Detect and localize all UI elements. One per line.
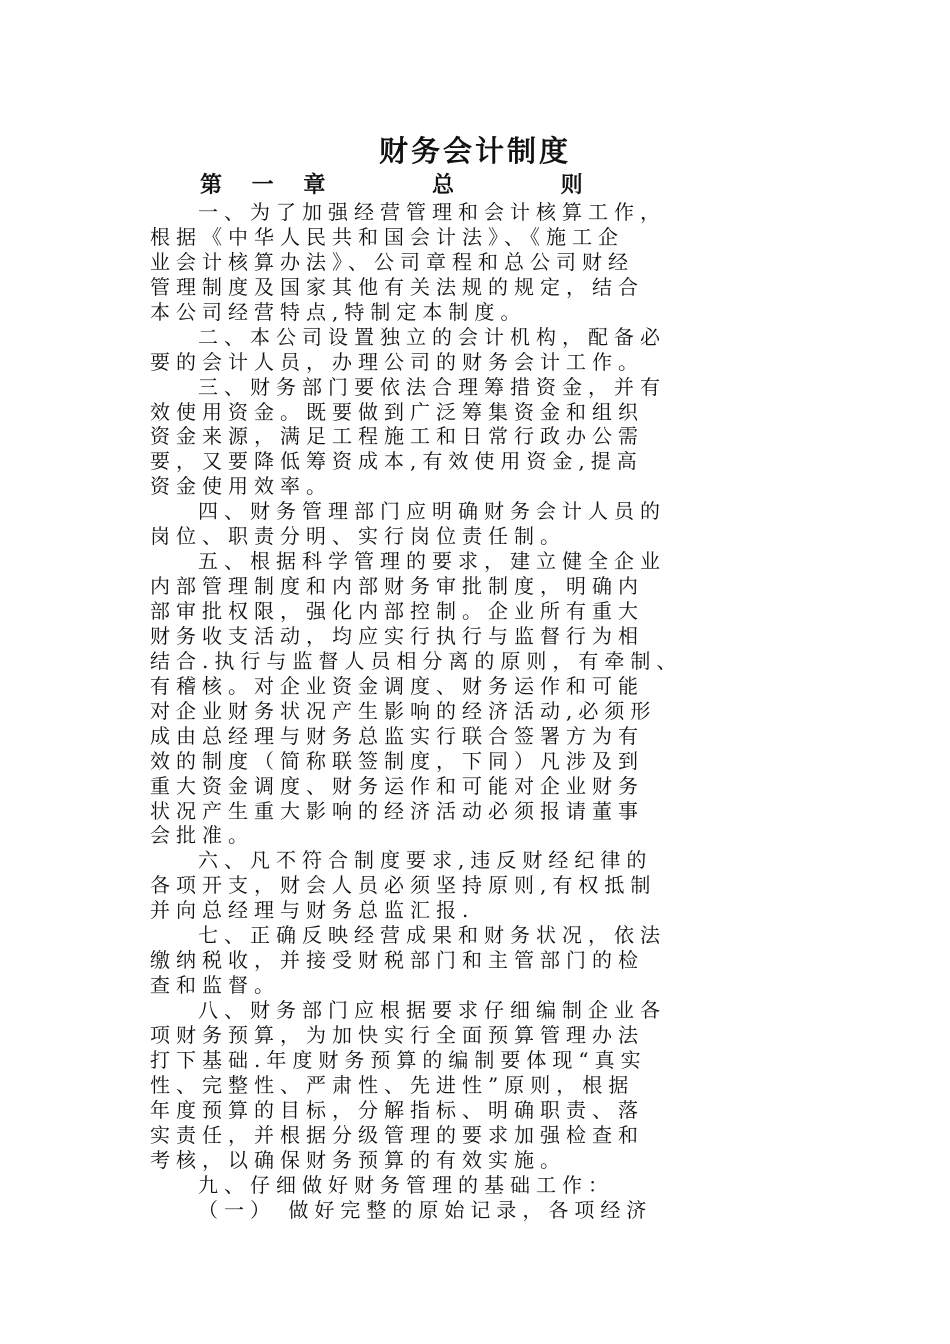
text-line: 资金使用效率。 [150, 474, 332, 499]
text-line: 资金来源，满足工程施工和日常行政办公需 [150, 424, 644, 449]
text-line: 有稽核。对企业资金调度、财务运作和可能 [150, 673, 644, 698]
text-line: 五、根据科学管理的要求，建立健全企业 [198, 549, 666, 574]
text-line: 效使用资金。既要做到广泛筹集资金和组织 [150, 399, 644, 424]
text-line: 打下基础.年度财务预算的编制要体现“真实 [150, 1047, 647, 1072]
text-line: 二、本公司设置独立的会计机构，配备必 [198, 324, 666, 349]
text-line: 成由总经理与财务总监实行联合签署方为有 [150, 723, 644, 748]
text-line: 各项开支，财会人员必须坚持原则,有权抵制 [150, 873, 657, 898]
text-line: 管理制度及国家其他有关法规的规定，结合 [150, 274, 644, 299]
chapter-heading: 第 一 章 总 则 [200, 173, 587, 198]
text-line: 项财务预算，为加快实行全面预算管理办法 [150, 1022, 644, 1047]
text-line: 根据《中华人民共和国会计法》、《施工企 [150, 224, 624, 249]
text-line: 对企业财务状况产生影响的经济活动,必须形 [150, 698, 657, 723]
text-line: 业会计核算办法》、公司章程和总公司财经 [150, 249, 634, 274]
text-line: 要，又要降低筹资成本,有效使用资金,提高 [150, 449, 643, 474]
text-line: （一） 做好完整的原始记录，各项经济 [198, 1197, 653, 1222]
text-line: 七、正确反映经营成果和财务状况，依法 [198, 923, 666, 948]
document-body [150, 200, 800, 1222]
text-line: 并向总经理与财务总监汇报. [150, 898, 475, 923]
text-line: 状况产生重大影响的经济活动必须报请董事 [150, 798, 644, 823]
text-line: 性、完整性、严肃性、先进性”原则，根据 [150, 1072, 635, 1097]
text-line: 部审批权限，强化内部控制。企业所有重大 [150, 599, 644, 623]
text-line: 年度预算的目标，分解指标、明确职责、落 [150, 1097, 644, 1122]
text-line: 缴纳税收，并接受财税部门和主管部门的检 [150, 948, 644, 973]
text-line: 考核，以确保财务预算的有效实施。 [150, 1147, 566, 1172]
text-line: 六、凡不符合制度要求,违反财经纪律的 [198, 848, 653, 873]
text-line: 三、财务部门要依法合理筹措资金，并有 [198, 374, 666, 399]
text-line: 财务收支活动，均应实行执行与监督行为相 [150, 623, 644, 648]
text-line: 效的制度（简称联签制度，下同）凡涉及到 [150, 748, 644, 773]
text-line: 本公司经营特点,特制定本制度。 [150, 299, 527, 324]
text-line: 九、仔细做好财务管理的基础工作： [198, 1172, 614, 1197]
document-title: 财务会计制度 [378, 134, 571, 168]
text-line: 重大资金调度、财务运作和可能对企业财务 [150, 773, 644, 798]
text-line: 一、为了加强经营管理和会计核算工作， [198, 200, 666, 224]
text-line: 实责任，并根据分级管理的要求加强检查和 [150, 1122, 644, 1147]
text-line: 四、财务管理部门应明确财务会计人员的 [198, 499, 666, 524]
text-line: 岗位、职责分明、实行岗位责任制。 [150, 524, 566, 549]
text-line: 查和监督。 [150, 973, 280, 998]
text-line: 会批准。 [150, 823, 254, 848]
text-line: 要的会计人员，办理公司的财务会计工作。 [150, 349, 644, 374]
text-line: 内部管理制度和内部财务审批制度，明确内 [150, 574, 644, 599]
text-line: 结合.执行与监督人员相分离的原则，有牵制、 [150, 648, 683, 673]
text-line: 八、财务部门应根据要求仔细编制企业各 [198, 998, 666, 1022]
